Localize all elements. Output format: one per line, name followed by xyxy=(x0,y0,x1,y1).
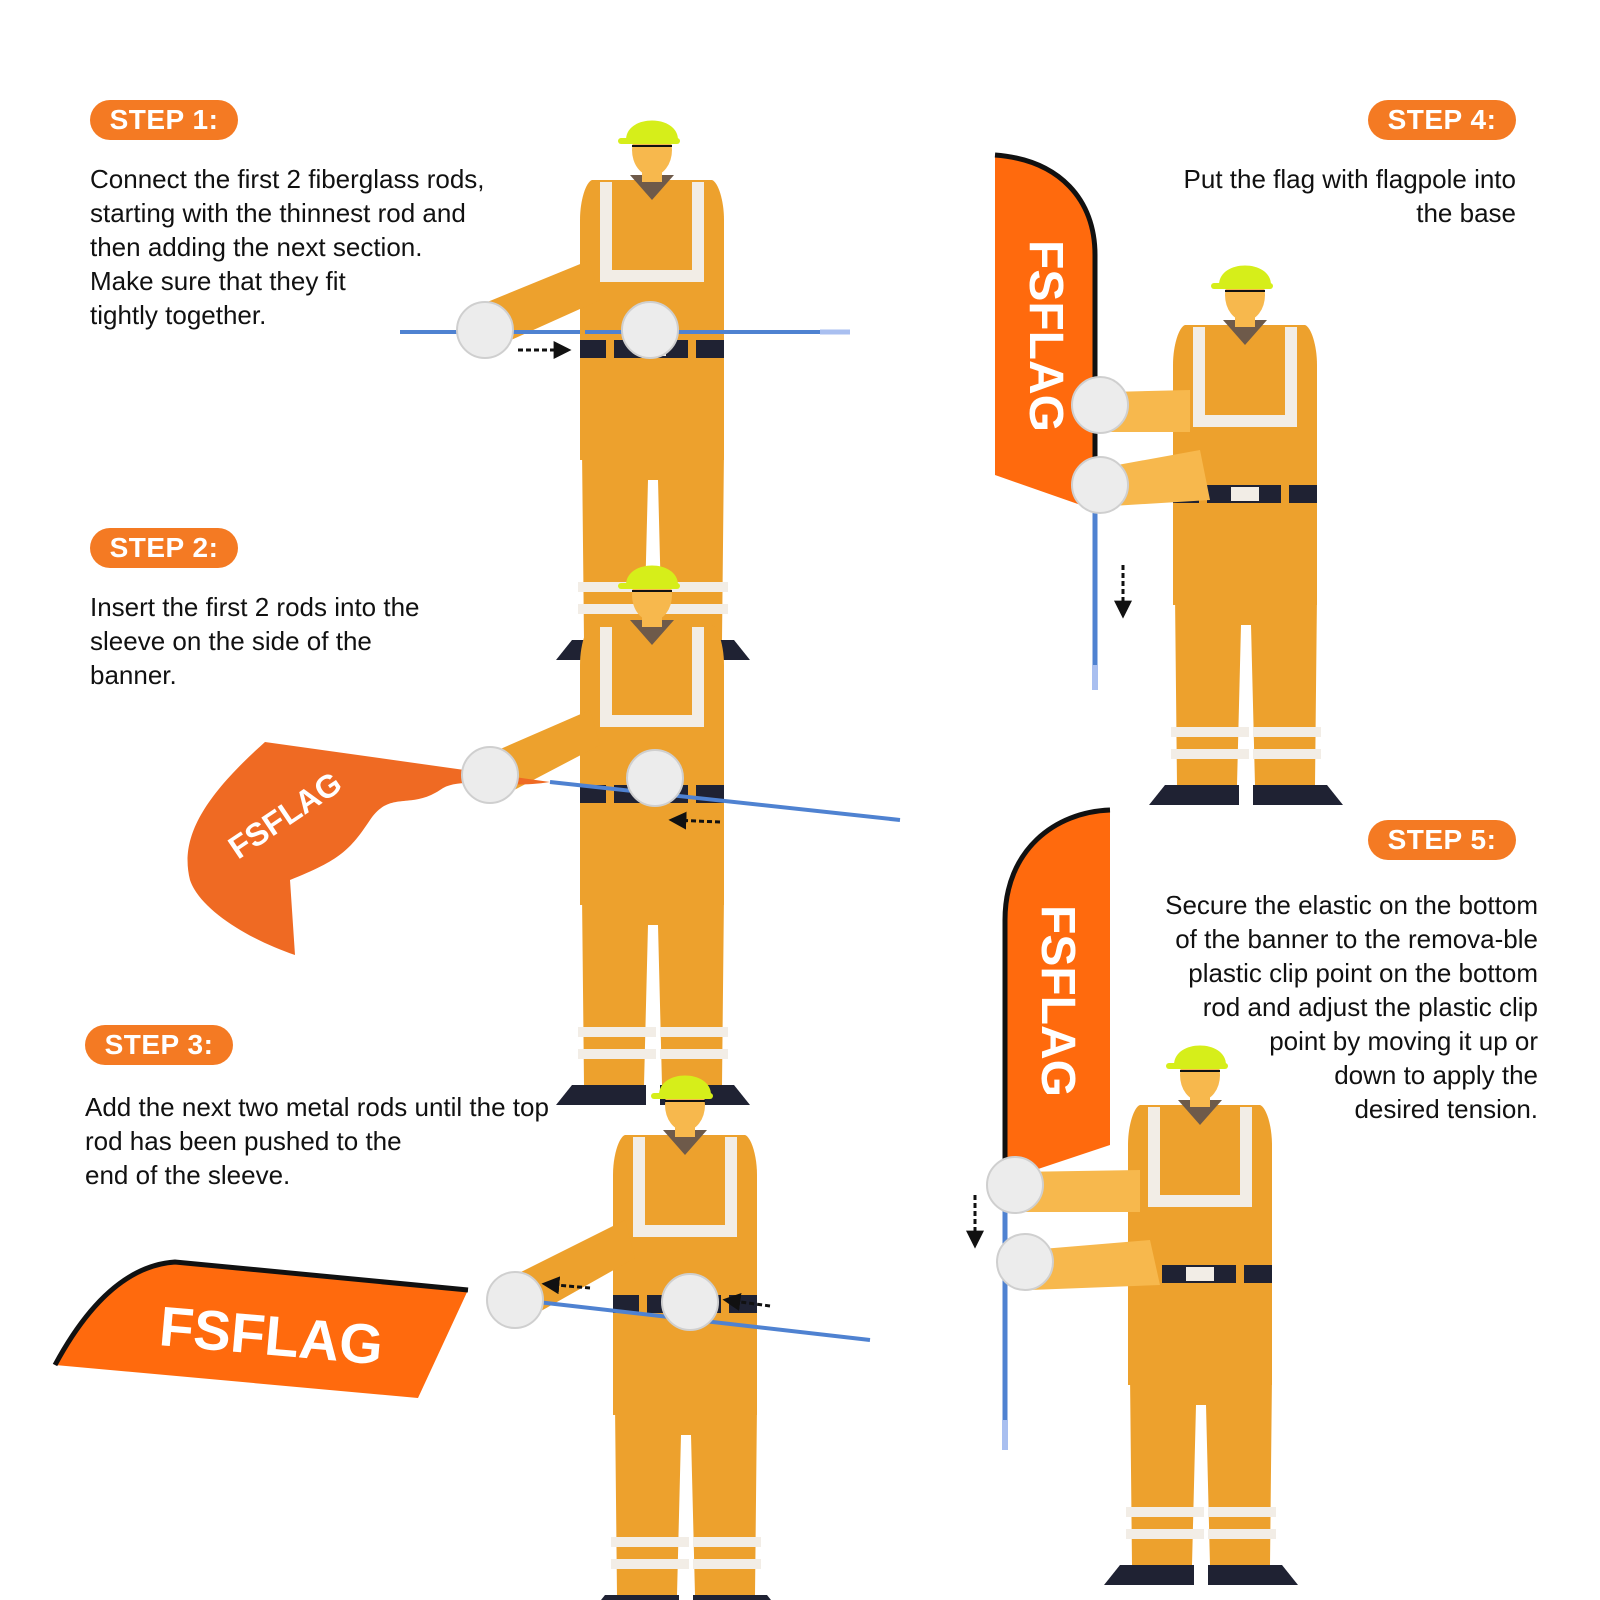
glove-icon xyxy=(462,747,518,803)
step2-badge: STEP 2: xyxy=(90,528,238,568)
step3-text: Add the next two metal rods until the top rod has been pushed to the end of the sleeve. xyxy=(85,1092,549,1190)
worker-figure xyxy=(1149,266,1343,806)
step4-text: Put the flag with flagpole into the base xyxy=(1183,164,1516,228)
glove-icon xyxy=(627,750,683,806)
glove-icon xyxy=(987,1157,1043,1213)
step4-scene xyxy=(995,155,1343,805)
glove-icon xyxy=(997,1234,1053,1290)
step4-badge: STEP 4: xyxy=(1368,100,1516,140)
flag-brand-text: FSFLAG xyxy=(221,764,349,866)
flag-brand-text: FSFLAG xyxy=(1019,240,1072,432)
step1-text: Connect the first 2 fiberglass rods, starting with the thinnest rod and then adding the next section. Make sure that they fit tightly together. xyxy=(90,164,485,330)
glove-icon xyxy=(622,302,678,358)
worker-figure xyxy=(1104,1046,1298,1586)
glove-icon xyxy=(1072,377,1128,433)
step3-badge: STEP 3: xyxy=(85,1025,233,1065)
flag-brand-text: FSFLAG xyxy=(1031,905,1084,1097)
glove-icon xyxy=(662,1274,718,1330)
step2-text: Insert the first 2 rods into the sleeve on the side of the banner. xyxy=(90,592,420,690)
flag-brand-text: FSFLAG xyxy=(156,1294,386,1377)
glove-icon xyxy=(487,1272,543,1328)
step1-badge: STEP 1: xyxy=(90,100,238,140)
glove-icon xyxy=(1072,457,1128,513)
worker-figure xyxy=(556,566,750,1106)
step5-badge: STEP 5: xyxy=(1368,820,1516,860)
step5-text: Secure the elastic on the bottom of the banner to the remova-ble plastic clip point on the bottom rod and adjust the plastic clip point by moving it up or down to apply the desired tension. xyxy=(1165,890,1538,1124)
